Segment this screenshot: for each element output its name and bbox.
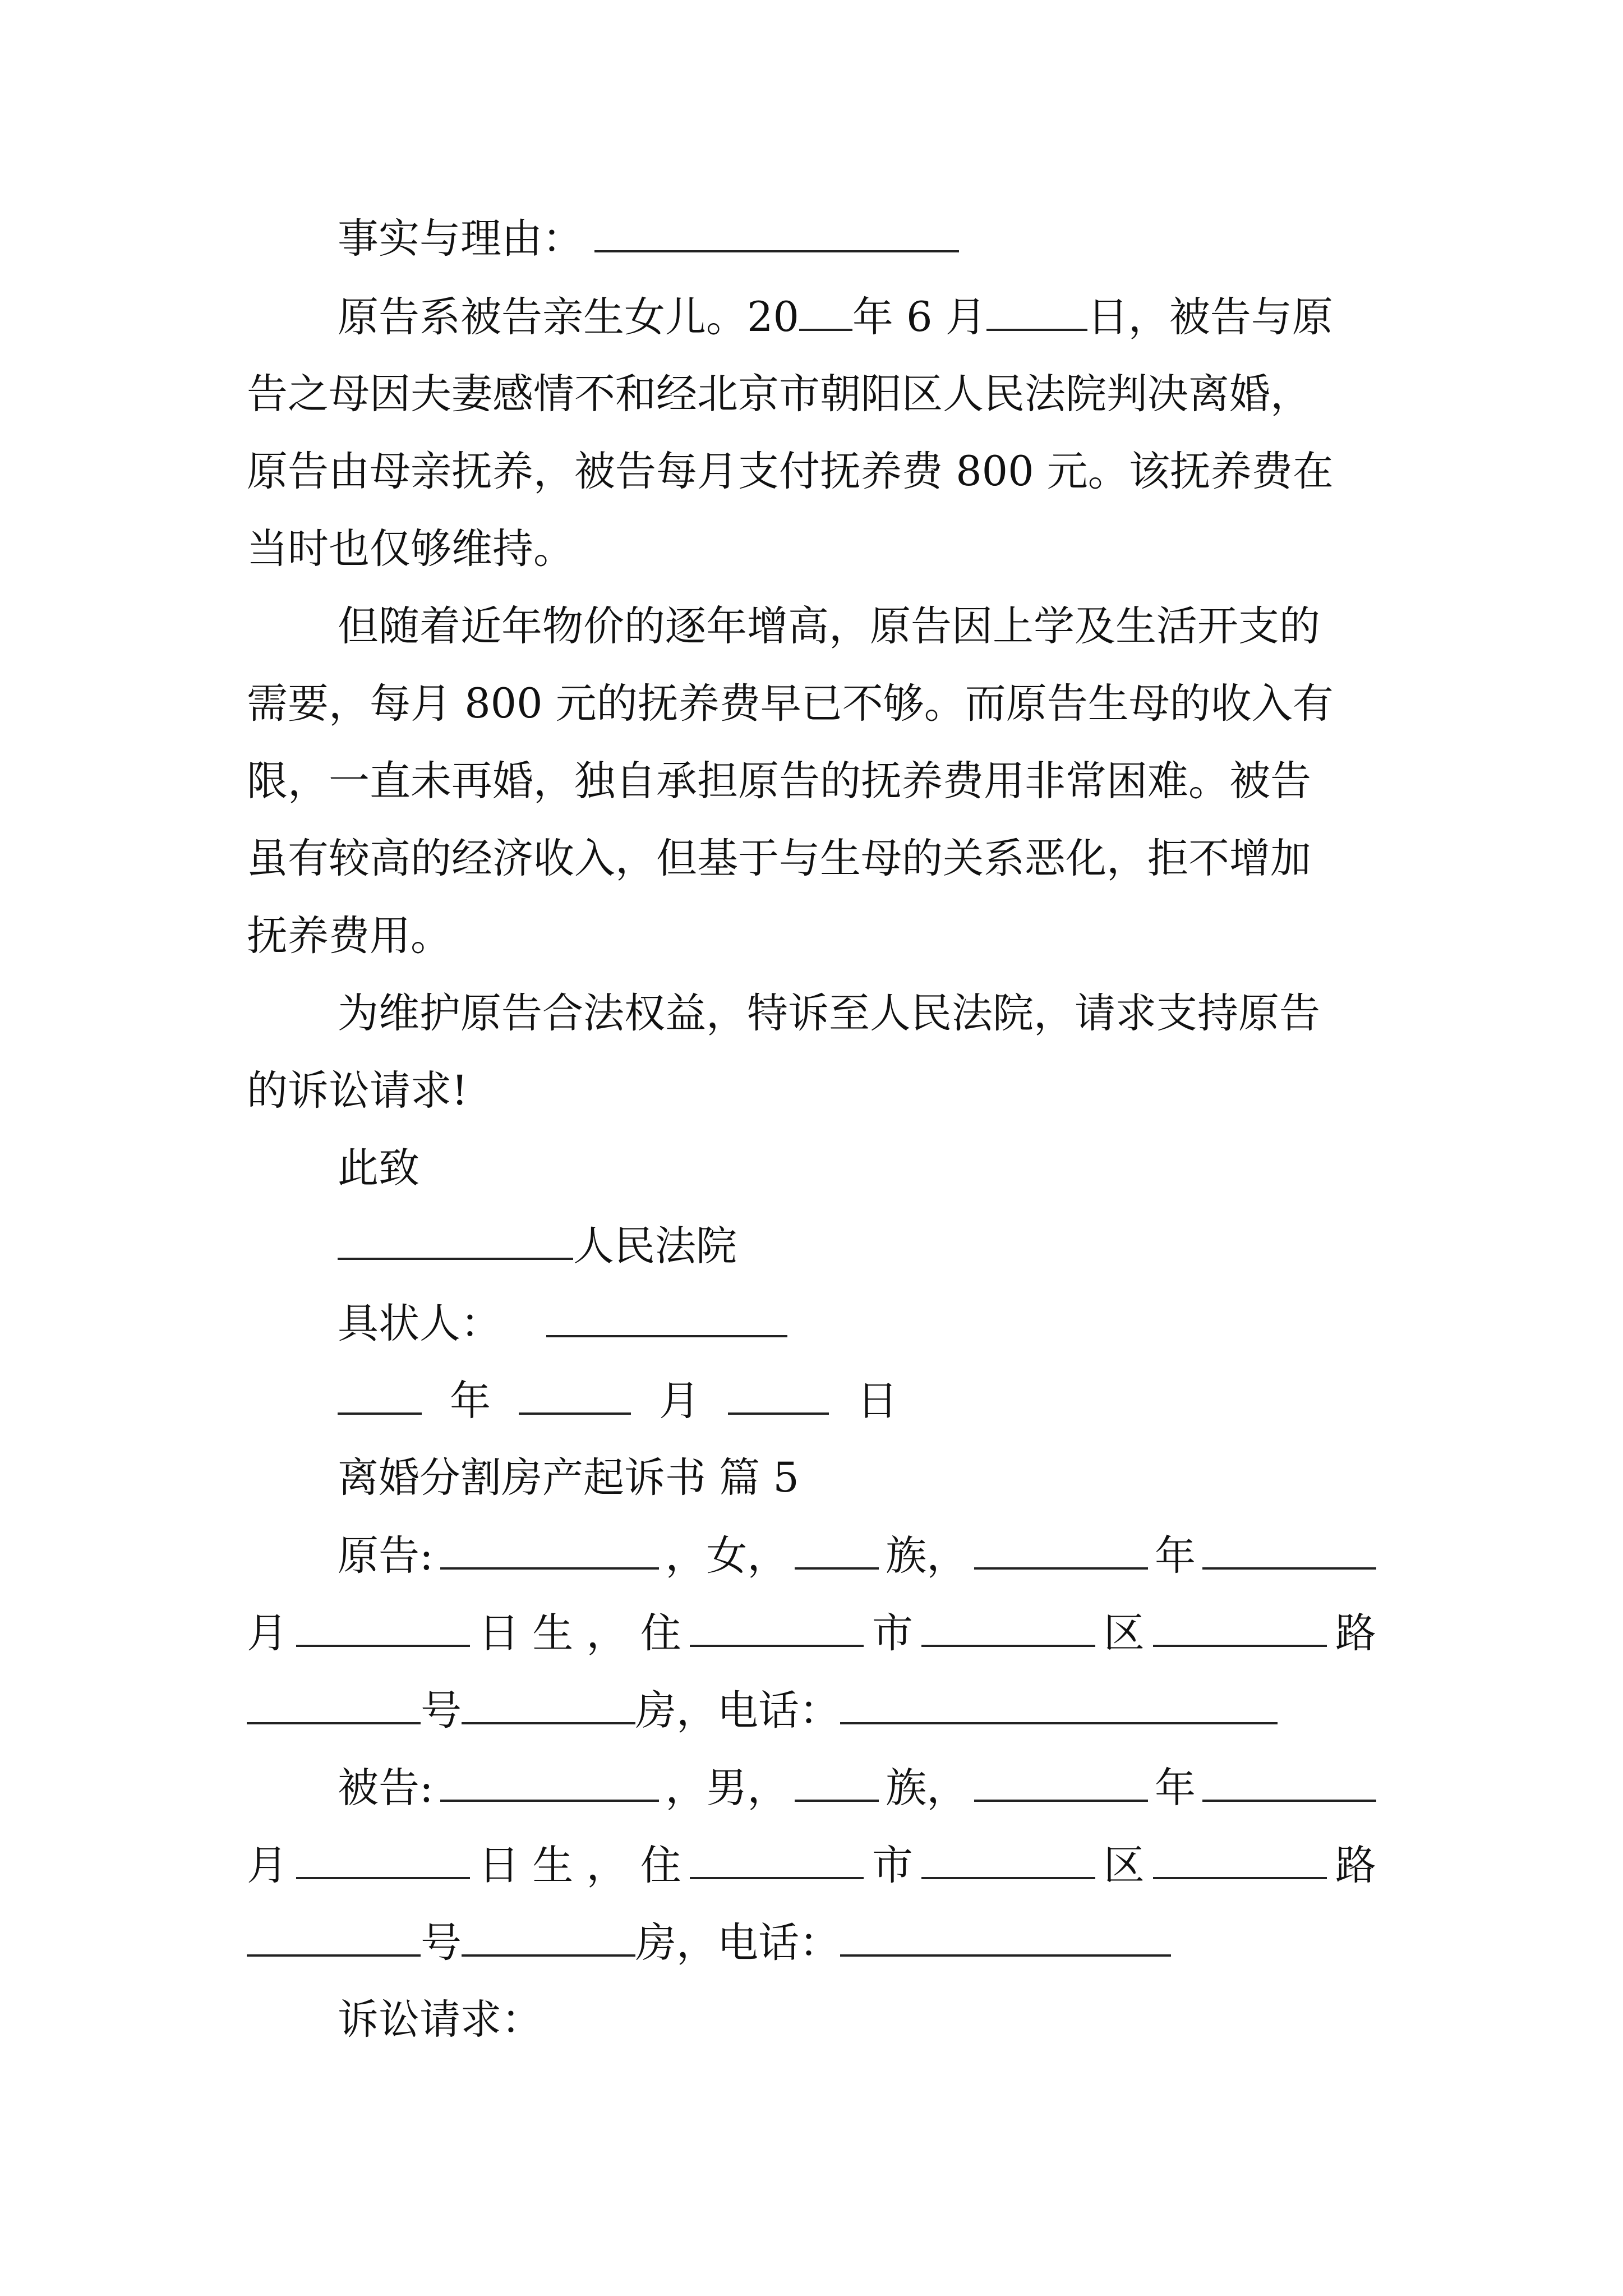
defendant-day-blank (296, 1844, 470, 1879)
plaintiff-day-born: 日 生 ， 住 (478, 1609, 681, 1657)
p1-text-b: 年 6 月 (852, 293, 986, 341)
plaintiff-room-blank (462, 1690, 635, 1724)
defendant-name-blank (440, 1767, 659, 1802)
defendant-line1 (338, 1764, 1376, 1818)
court-name-blank (338, 1225, 573, 1260)
plaintiff-city-label: 市 (872, 1609, 913, 1657)
plaintiff-gender: ，女， (665, 1532, 789, 1580)
court-line (338, 1222, 737, 1276)
date-line (338, 1377, 898, 1430)
date-month-blank (519, 1380, 631, 1415)
defendant-ethnicity-blank (795, 1767, 879, 1802)
signer-blank (546, 1303, 787, 1337)
plaintiff-year-blank (974, 1535, 1148, 1570)
paragraph2-line2: 需要，每月 800 元的抚养费早已不够。而原告生母的收入有 (247, 680, 1334, 728)
date-year-label: 年 (450, 1377, 491, 1425)
plaintiff-district-blank (921, 1612, 1095, 1647)
closing-line: 此致 (338, 1144, 419, 1192)
defendant-number-blank (247, 1922, 421, 1957)
paragraph2-line3: 限，一直未再婚，独自承担原告的抚养费用非常困难。被告 (247, 757, 1311, 805)
paragraph3-line2: 的诉讼请求! (247, 1067, 468, 1115)
date-day-blank (728, 1380, 829, 1415)
defendant-month-label: 月 (247, 1842, 288, 1889)
defendant-city-blank (690, 1844, 864, 1879)
plaintiff-day-blank (296, 1612, 470, 1647)
signer-label: 具状人： (338, 1300, 501, 1347)
facts-blank (594, 218, 959, 252)
plaintiff-line3 (247, 1687, 1278, 1740)
plaintiff-month-blank (1202, 1535, 1376, 1570)
defendant-year-label: 年 (1155, 1764, 1196, 1812)
signer-line (338, 1300, 787, 1353)
plaintiff-number-label: 号 (421, 1687, 462, 1734)
section2-title: 离婚分割房产起诉书 篇 5 (338, 1454, 799, 1502)
plaintiff-city-blank (690, 1612, 864, 1647)
claims-heading: 诉讼请求： (338, 1996, 542, 2044)
paragraph3-line1: 为维护原告合法权益，特诉至人民法院，请求支持原告 (338, 990, 1320, 1037)
defendant-phone-blank (840, 1922, 1171, 1957)
plaintiff-year-label: 年 (1155, 1532, 1196, 1580)
year-blank (799, 296, 852, 331)
plaintiff-district-label: 区 (1103, 1609, 1145, 1657)
defendant-city-label: 市 (872, 1842, 913, 1889)
defendant-number-label: 号 (421, 1919, 462, 1967)
plaintiff-ethnicity-label: 族， (886, 1532, 968, 1580)
plaintiff-road-label: 路 (1335, 1609, 1376, 1657)
paragraph1-line1 (338, 293, 1333, 347)
defendant-label: 被告: (338, 1764, 434, 1812)
defendant-month-blank (1202, 1767, 1376, 1802)
plaintiff-line2 (247, 1609, 1376, 1663)
date-year-blank (338, 1380, 422, 1415)
plaintiff-month-label: 月 (247, 1609, 288, 1657)
paragraph2-line4: 虽有较高的经济收入，但基于与生母的关系恶化，拒不增加 (247, 835, 1311, 882)
date-day-label: 日 (857, 1377, 898, 1425)
paragraph1-line3: 原告由母亲抚养，被告每月支付抚养费 800 元。该抚养费在 (247, 448, 1334, 495)
defendant-road-label: 路 (1335, 1842, 1376, 1889)
defendant-line3 (247, 1919, 1171, 1972)
defendant-road-blank (1153, 1844, 1327, 1879)
facts-heading: 事实与理由： (338, 215, 583, 263)
defendant-line2 (247, 1844, 1376, 1895)
paragraph1-line2: 告之母因夫妻感情不和经北京市朝阳区人民法院判决离婚， (247, 370, 1311, 418)
plaintiff-number-blank (247, 1690, 421, 1724)
paragraph2-line1: 但随着近年物价的逐年增高，原告因上学及生活开支的 (338, 602, 1320, 650)
plaintiff-name-blank (440, 1535, 659, 1570)
defendant-room-blank (462, 1922, 635, 1957)
day-blank (986, 296, 1087, 331)
defendant-gender: ，男， (665, 1764, 789, 1812)
plaintiff-line1 (338, 1532, 1376, 1585)
plaintiff-road-blank (1153, 1612, 1327, 1647)
defendant-district-label: 区 (1103, 1842, 1145, 1889)
date-month-label: 月 (659, 1377, 700, 1425)
facts-heading-line (338, 215, 959, 268)
p1-text-c: 日，被告与原 (1087, 293, 1333, 341)
plaintiff-label: 原告: (338, 1532, 434, 1580)
paragraph2-line5: 抚养费用。 (247, 912, 451, 960)
defendant-ethnicity-label: 族， (886, 1764, 968, 1812)
plaintiff-phone-blank (840, 1690, 1278, 1724)
defendant-day-born: 日 生 ， 住 (478, 1842, 681, 1889)
p1-text-a: 原告系被告亲生女儿。20 (338, 293, 799, 341)
defendant-district-blank (921, 1844, 1095, 1879)
plaintiff-ethnicity-blank (795, 1535, 879, 1570)
paragraph1-line4: 当时也仅够维持。 (247, 525, 574, 573)
plaintiff-phone-label: 房，电话： (635, 1687, 840, 1734)
defendant-phone-label: 房，电话： (635, 1919, 840, 1967)
court-suffix: 人民法院 (573, 1222, 737, 1270)
defendant-year-blank (974, 1767, 1148, 1802)
